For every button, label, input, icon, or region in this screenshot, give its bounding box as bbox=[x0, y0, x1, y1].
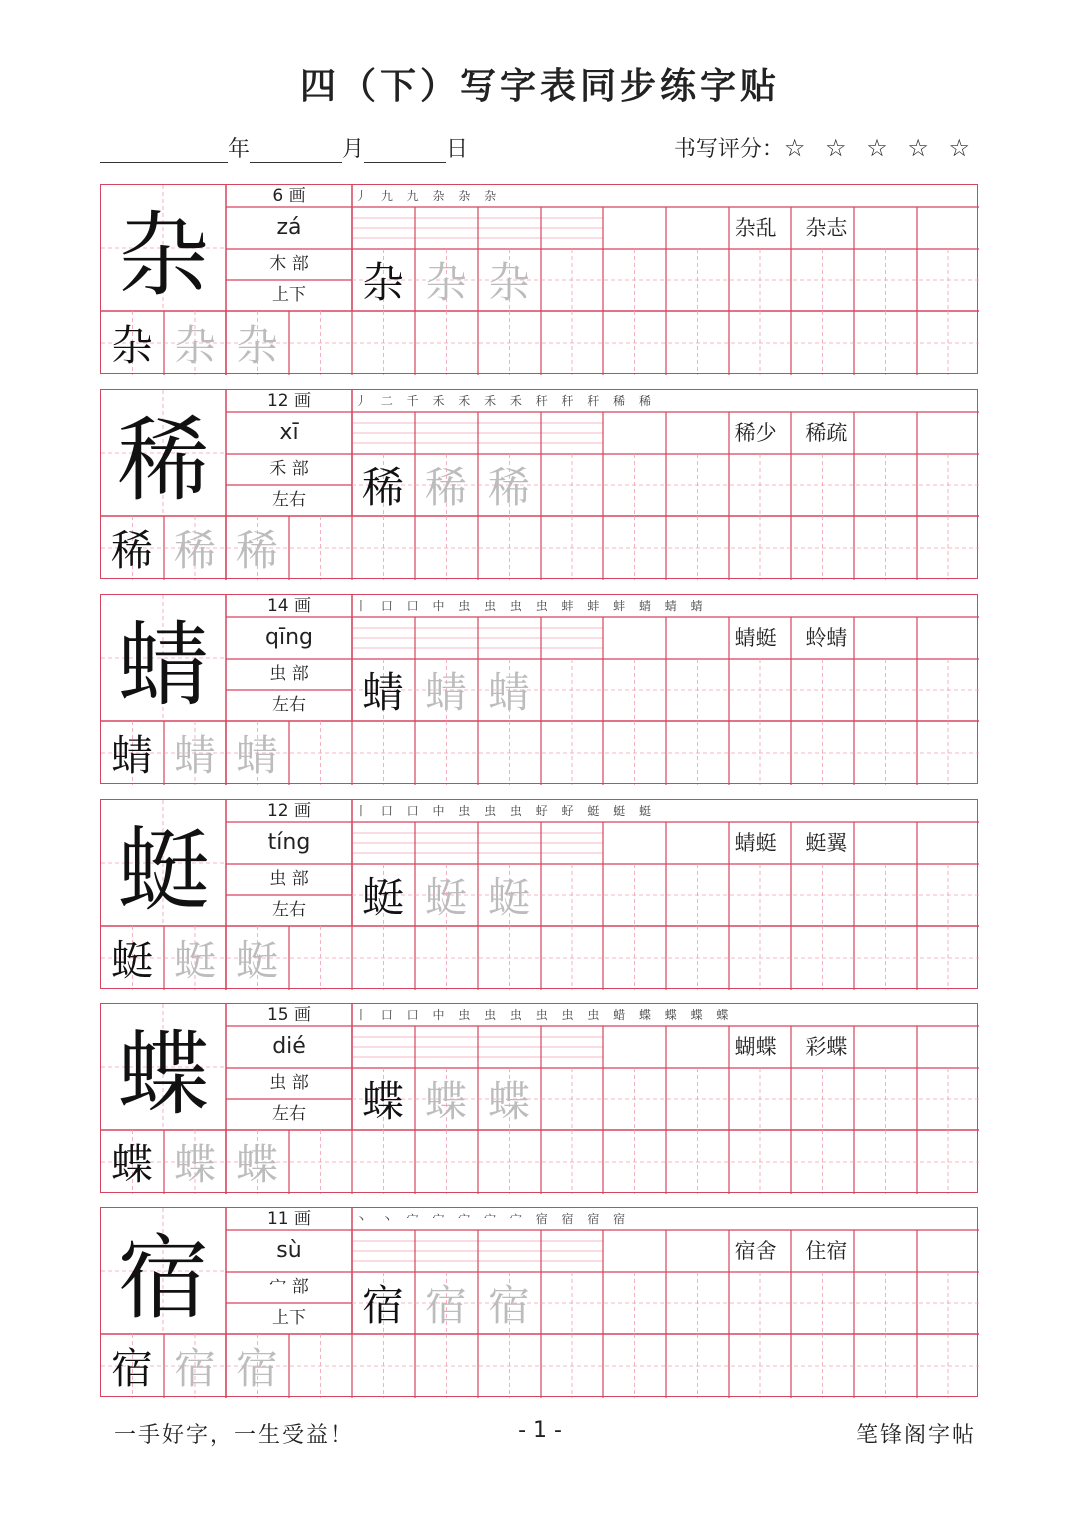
stroke-count: 12 画 bbox=[266, 391, 312, 411]
month-label: 月 bbox=[342, 137, 365, 162]
year-blank[interactable] bbox=[100, 140, 228, 163]
pinyin: tíng bbox=[267, 830, 311, 855]
footer-motto: 一手好字，一生受益！ bbox=[114, 1423, 355, 1448]
pinyin: sù bbox=[276, 1238, 302, 1263]
practice-model-character: 宿 bbox=[110, 1344, 153, 1393]
structure: 左右 bbox=[272, 695, 306, 715]
character-block bbox=[100, 184, 978, 374]
stroke-order: 丶 丶 宀 宀 宀 宀 宀 宿 宿 宿 宿 bbox=[355, 1212, 631, 1226]
radical: 虫 部 bbox=[269, 1073, 309, 1093]
trace-character[interactable]: 蜻 bbox=[487, 668, 530, 717]
date-line bbox=[100, 132, 468, 163]
model-character: 蜓 bbox=[117, 817, 210, 924]
trace-character[interactable]: 稀 bbox=[424, 463, 467, 512]
trace-character[interactable]: 稀 bbox=[173, 526, 216, 575]
stroke-count: 12 画 bbox=[266, 801, 312, 821]
example-words: 蝴蝶 彩蝶 bbox=[734, 1035, 848, 1059]
rating-label: 书写评分： bbox=[673, 137, 784, 162]
pinyin: dié bbox=[272, 1034, 306, 1059]
stroke-order: 丨 口 口 中 虫 虫 虫 虸 虸 蜓 蜓 蜓 bbox=[355, 804, 656, 818]
page-number: - 1 - bbox=[518, 1418, 562, 1443]
character-block bbox=[100, 389, 978, 579]
character-block bbox=[100, 1003, 978, 1193]
stroke-count: 6 画 bbox=[272, 186, 306, 206]
example-words: 蜻蜓 蛉蜻 bbox=[734, 626, 848, 650]
trace-character[interactable]: 宿 bbox=[424, 1281, 467, 1330]
example-words: 宿舍 住宿 bbox=[734, 1239, 848, 1263]
page-title: 四（下）写字表同步练字贴 bbox=[299, 65, 780, 107]
trace-character[interactable]: 杂 bbox=[235, 321, 278, 370]
stroke-count: 14 画 bbox=[266, 596, 312, 616]
rating-stars-icon[interactable]: ☆ ☆ ☆ ☆ ☆ bbox=[783, 134, 976, 162]
model-character: 宿 bbox=[117, 1225, 210, 1332]
radical: 禾 部 bbox=[269, 459, 309, 479]
trace-character[interactable]: 稀 bbox=[487, 463, 530, 512]
structure: 上下 bbox=[272, 285, 306, 305]
character-block bbox=[100, 594, 978, 784]
structure: 左右 bbox=[272, 1104, 306, 1124]
structure: 左右 bbox=[272, 900, 306, 920]
radical: 宀 部 bbox=[269, 1277, 309, 1297]
trace-character[interactable]: 稀 bbox=[235, 526, 278, 575]
trace-character[interactable]: 蝶 bbox=[173, 1140, 216, 1189]
example-words: 杂乱 杂志 bbox=[734, 216, 848, 240]
structure: 左右 bbox=[272, 490, 306, 510]
stroke-order: 丨 口 口 中 虫 虫 虫 虫 蚌 蚌 蚌 蜻 蜻 蜻 bbox=[355, 599, 708, 613]
trace-character[interactable]: 宿 bbox=[173, 1344, 216, 1393]
trace-character[interactable]: 宿 bbox=[235, 1344, 278, 1393]
trace-character[interactable]: 杂 bbox=[487, 258, 530, 307]
trace-character[interactable]: 蜻 bbox=[173, 731, 216, 780]
day-blank[interactable] bbox=[364, 140, 446, 163]
trace-character[interactable]: 宿 bbox=[487, 1281, 530, 1330]
trace-character[interactable]: 蜓 bbox=[173, 936, 216, 985]
trace-character[interactable]: 蜻 bbox=[424, 668, 467, 717]
pinyin: xī bbox=[279, 420, 299, 445]
model-character: 稀 bbox=[117, 407, 210, 514]
radical: 木 部 bbox=[269, 254, 309, 274]
trace-character[interactable]: 蝶 bbox=[424, 1077, 467, 1126]
month-blank[interactable] bbox=[250, 140, 342, 163]
rating bbox=[674, 132, 976, 163]
trace-character[interactable]: 蜓 bbox=[487, 873, 530, 922]
stroke-order: 丨 口 口 中 虫 虫 虫 虫 虫 虫 蜡 蝶 蝶 蝶 蝶 bbox=[355, 1008, 734, 1022]
pinyin: qīng bbox=[265, 625, 313, 650]
practice-model-character: 蜓 bbox=[361, 873, 404, 922]
trace-character[interactable]: 杂 bbox=[424, 258, 467, 307]
structure: 上下 bbox=[272, 1308, 306, 1328]
model-character: 蝶 bbox=[117, 1021, 210, 1128]
practice-model-character: 蝶 bbox=[110, 1140, 153, 1189]
practice-model-character: 杂 bbox=[361, 258, 404, 307]
day-label: 日 bbox=[446, 137, 469, 162]
practice-model-character: 杂 bbox=[110, 321, 153, 370]
radical: 虫 部 bbox=[269, 664, 309, 684]
model-character: 蜻 bbox=[117, 612, 210, 719]
practice-model-character: 稀 bbox=[361, 463, 404, 512]
trace-character[interactable]: 蜓 bbox=[424, 873, 467, 922]
trace-character[interactable]: 蝶 bbox=[487, 1077, 530, 1126]
practice-model-character: 蝶 bbox=[361, 1077, 404, 1126]
trace-character[interactable]: 蜻 bbox=[235, 731, 278, 780]
stroke-order: 丿 九 九 杂 杂 杂 bbox=[355, 189, 502, 203]
character-block bbox=[100, 1207, 978, 1397]
example-words: 蜻蜓 蜓翼 bbox=[734, 831, 848, 855]
pinyin: zá bbox=[276, 215, 302, 240]
character-block bbox=[100, 799, 978, 989]
practice-model-character: 宿 bbox=[361, 1281, 404, 1330]
model-character: 杂 bbox=[117, 202, 210, 309]
practice-model-character: 稀 bbox=[110, 526, 153, 575]
example-words: 稀少 稀疏 bbox=[734, 421, 848, 445]
brand-name: 笔锋阁字帖 bbox=[855, 1423, 976, 1448]
trace-character[interactable]: 蝶 bbox=[235, 1140, 278, 1189]
year-label: 年 bbox=[228, 137, 251, 162]
practice-model-character: 蜓 bbox=[110, 936, 153, 985]
practice-model-character: 蜻 bbox=[361, 668, 404, 717]
radical: 虫 部 bbox=[269, 869, 309, 889]
trace-character[interactable]: 蜓 bbox=[235, 936, 278, 985]
stroke-count: 11 画 bbox=[266, 1209, 312, 1229]
stroke-order: 丿 二 千 禾 禾 禾 禾 秆 秆 秆 稀 稀 bbox=[355, 394, 656, 408]
trace-character[interactable]: 杂 bbox=[173, 321, 216, 370]
stroke-count: 15 画 bbox=[266, 1005, 312, 1025]
practice-model-character: 蜻 bbox=[110, 731, 153, 780]
